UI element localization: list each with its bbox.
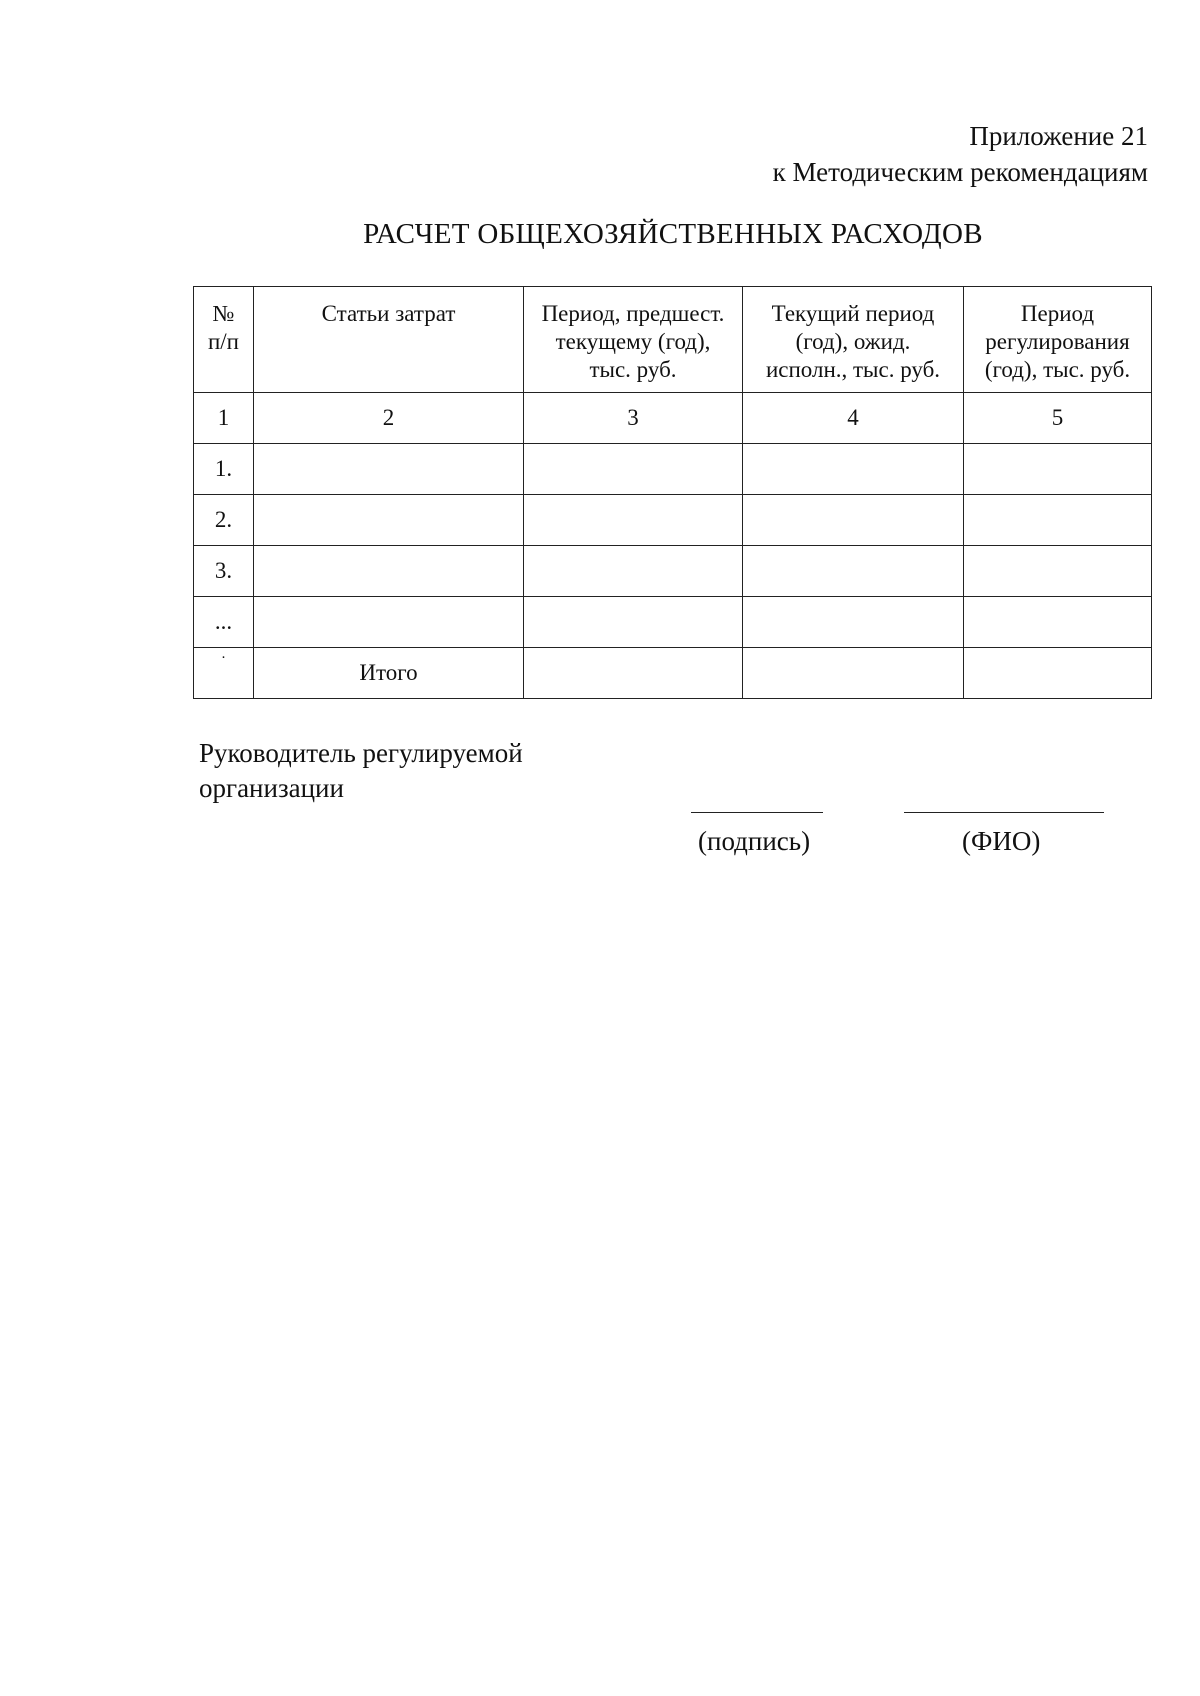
total-row [194,648,1152,699]
column-number: 1 [194,393,254,444]
row-current-value [743,648,964,699]
row-number: 1. [194,444,254,495]
row-item [254,444,524,495]
header-item: Статьи затрат [254,287,524,393]
row-regulation-value [964,648,1152,699]
row-current-value [743,495,964,546]
row-number [194,648,254,699]
column-number: 2 [254,393,524,444]
header-prev-period: Период, предшест. текущему (год), тыс. руб. [524,287,743,393]
row-item [254,597,524,648]
row-item [254,495,524,546]
row-regulation-value [964,495,1152,546]
row-number: 3. [194,546,254,597]
column-number-row [194,393,1152,444]
signature-line [691,812,823,813]
appendix-reference: к Методическим рекомендациям [772,157,1148,187]
table-row [194,597,1152,648]
appendix-number: Приложение 21 [969,121,1148,151]
appendix-label [773,118,1148,190]
row-number: 2. [194,495,254,546]
row-item [254,546,524,597]
row-regulation-value [964,597,1152,648]
column-number: 4 [743,393,964,444]
row-regulation-value [964,444,1152,495]
name-line [904,812,1104,813]
table-header-row [194,287,1152,393]
name-caption: (ФИО) [962,826,1041,856]
row-prev-value [524,546,743,597]
row-item-total: Итого [254,648,524,699]
document-title: РАСЧЕТ ОБЩЕХОЗЯЙСТВЕННЫХ РАСХОДОВ [363,218,983,250]
header-current-period: Текущий период (год), ожид. исполн., тыс. руб. [743,287,964,393]
row-prev-value [524,597,743,648]
row-current-value [743,444,964,495]
costs-table [193,286,1152,699]
table-row [194,444,1152,495]
table-row [194,495,1152,546]
row-marker: · [221,650,226,666]
column-number: 5 [964,393,1152,444]
column-number: 3 [524,393,743,444]
row-current-value [743,597,964,648]
row-prev-value [524,495,743,546]
header-regulation-period: Период регулирования (год), тыс. руб. [964,287,1152,393]
row-prev-value [524,444,743,495]
row-prev-value [524,648,743,699]
row-current-value [743,546,964,597]
signature-caption: (подпись) [698,826,811,856]
header-num: № п/п [194,287,254,393]
signer-title: Руководитель регулируемой организации [199,738,523,803]
table-row [194,546,1152,597]
row-number: ... [194,597,254,648]
row-regulation-value [964,546,1152,597]
